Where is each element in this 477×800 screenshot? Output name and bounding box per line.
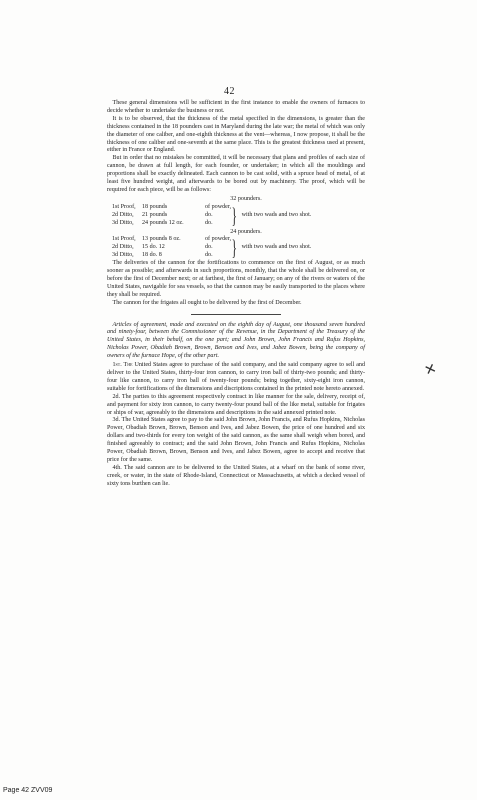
article-text: The said cannon are to be delivered to the United States, at a wharf on the bank of some river, creek, or water, in the state of Rhode-Island, Connecticut or Massachusetts, at which a decked vessel of sixty tons burthen can lie. (107, 464, 365, 487)
article-3 (107, 417, 365, 464)
article-text: The United States agree to pay to the said John Brown, John Francis, and Rufus Hopkins, Nicholas Power, Obadiah Brown, Brown, Benson and Ives, and Jabez Bowen, the price of one hundred and six dollars and two-thirds for every ton weight of the said cannon, as the same shall weigh when bored, and finished agreeably to contract; and the said John Brown, John Francis and Rufus Hopkins, Nicholas Power, Obadiah Brown, Brown, Benson and Ives, and Jabez Bowen, agree to accept and receive that price for the same. (107, 417, 365, 463)
proof-note: with two wads and two shot. (241, 211, 312, 218)
proof-amount: 21 pounds (142, 211, 168, 218)
proof-caliber-24: 24 pounders. (230, 228, 262, 235)
article-2 (107, 394, 365, 418)
intro-paragraph-1: These general dimensions will be sufficient in the first instance to enable the owners of furnaces to decide whether to undertake the business or not. (107, 100, 365, 114)
section-divider (191, 314, 281, 315)
right-brace-icon: } (231, 202, 237, 228)
proof-row (112, 204, 232, 212)
article-lead: 2d. (112, 393, 121, 400)
proof-name: 3d Ditto, (112, 252, 134, 259)
proof-block-32 (112, 204, 365, 228)
proof-amount: 18 pounds (142, 203, 168, 210)
proof-amount: 13 pounds 8 oz. (142, 236, 181, 243)
intro-paragraph-2: It is to be observed, that the thickness of the metal specified in the dimensions, is greater than the thickness contained in the 18 pounders cast in Maryland during the late war; the metal of which was only the diameter of one caliber, and one-eighth thickness at the vent—whereas, I now propose, it shall be the thickness of one caliber and one-seventh at the same place. This is the greatest thickness used at present, either in France or England. (107, 115, 365, 154)
article-4 (107, 465, 365, 489)
deliveries-paragraph-1: The deliveries of the cannon for the fortifications to commence on the first of August, or as much sooner as possible; and afterwards in such proportions, monthly, that the whole shall be delivered on, or before the first of December next; or at farthest, the first of January; on any of the rivers or waters of the United States, navigable for sea vessels, so that the cannon may be easily transported to the places where they shall be required. (107, 260, 365, 298)
proof-name: 2d Ditto, (112, 244, 134, 251)
proof-row (112, 244, 232, 252)
proof-unit: of powder, (205, 203, 232, 210)
proof-row (112, 212, 232, 220)
proof-unit: do. (205, 219, 213, 226)
proof-amount: 15 do. 12 (142, 244, 165, 251)
proof-row (112, 252, 232, 260)
intro-paragraph-3: But in order that no mistakes be committed, it will be necessary that plans and profiles of each size of cannon, be drawn at full length, for each founder, or undertaker; in which all the mouldings and proportions shall be exactly delineated. Each cannon to be cast solid, with a spruce head of metal, of at least five hundred weight, and afterwards to be bored out by machinery. The proof, which will be required for each piece, will be as follows: (107, 155, 365, 193)
proof-note: with two wads and two shot. (241, 244, 312, 251)
proof-amount: 18 do. 8 (142, 252, 162, 259)
article-lead: 4th. (112, 464, 122, 471)
page-number: 42 (224, 86, 235, 97)
article-1 (107, 362, 365, 394)
page-content (107, 100, 365, 489)
margin-cross-mark-icon: ✕ (422, 361, 439, 380)
proof-row (112, 220, 232, 228)
proof-row (112, 236, 232, 244)
proof-unit: do. (205, 252, 213, 259)
article-lead: 3d. (112, 417, 121, 424)
proof-name: 2d Ditto, (112, 211, 134, 218)
footer-page-label: Page 42 ZVV09 (3, 787, 53, 794)
proof-caliber-32: 32 pounders. (230, 195, 262, 202)
proof-name: 3d Ditto, (112, 219, 134, 226)
article-lead: 1st. The (112, 362, 133, 369)
proof-name: 1st Proof, (112, 236, 136, 243)
proof-unit: of powder, (205, 236, 232, 243)
proof-unit: do. (205, 244, 213, 251)
deliveries-paragraph-2: The cannon for the frigates all ought to be delivered by the first of December. (112, 299, 302, 306)
right-brace-icon: } (231, 235, 237, 261)
proof-block-24 (112, 236, 365, 260)
articles-heading: Articles of agreement, made and executed on the eighth day of August, one thousand seven hundred and ninety-four, between the Commissioner of the Revenue, in the Department of the Treasury of the United States, in their behalf, on the one part; and John Brown, John Francis and Rufus Hopkins, Nicholas Power, Obadiah Brown, Brown, Benson and Ives, and Jabez Bowen, being the company of owners of the furnace Hope, of the other part. (107, 321, 365, 360)
article-text: United States agree to purchase of the said company, and the said company agree to sell and deliver to the United States, thirty-four iron cannon, to carry iron ball of thirty-two pounds; and thirty-four like cannon, to carry iron ball of twenty-four pounds; being together, sixty-eight iron cannon, suitable for fortifications of the dimensions and discriptions contained in the printed note hereto annexed. (107, 362, 365, 392)
article-text: The parties to this agreement respectively contract in like manner for the sale, delivery, receipt of, and payment for sixty iron cannon, to carry twenty-four pound ball of the like metal, suitable for frigates or ships of war, agreeably to the dimensions and descriptions in the said annexed printed note. (107, 393, 365, 416)
proof-unit: do. (205, 211, 213, 218)
proof-amount: 24 pounds 12 oz. (142, 219, 184, 226)
proof-name: 1st Proof, (112, 203, 136, 210)
